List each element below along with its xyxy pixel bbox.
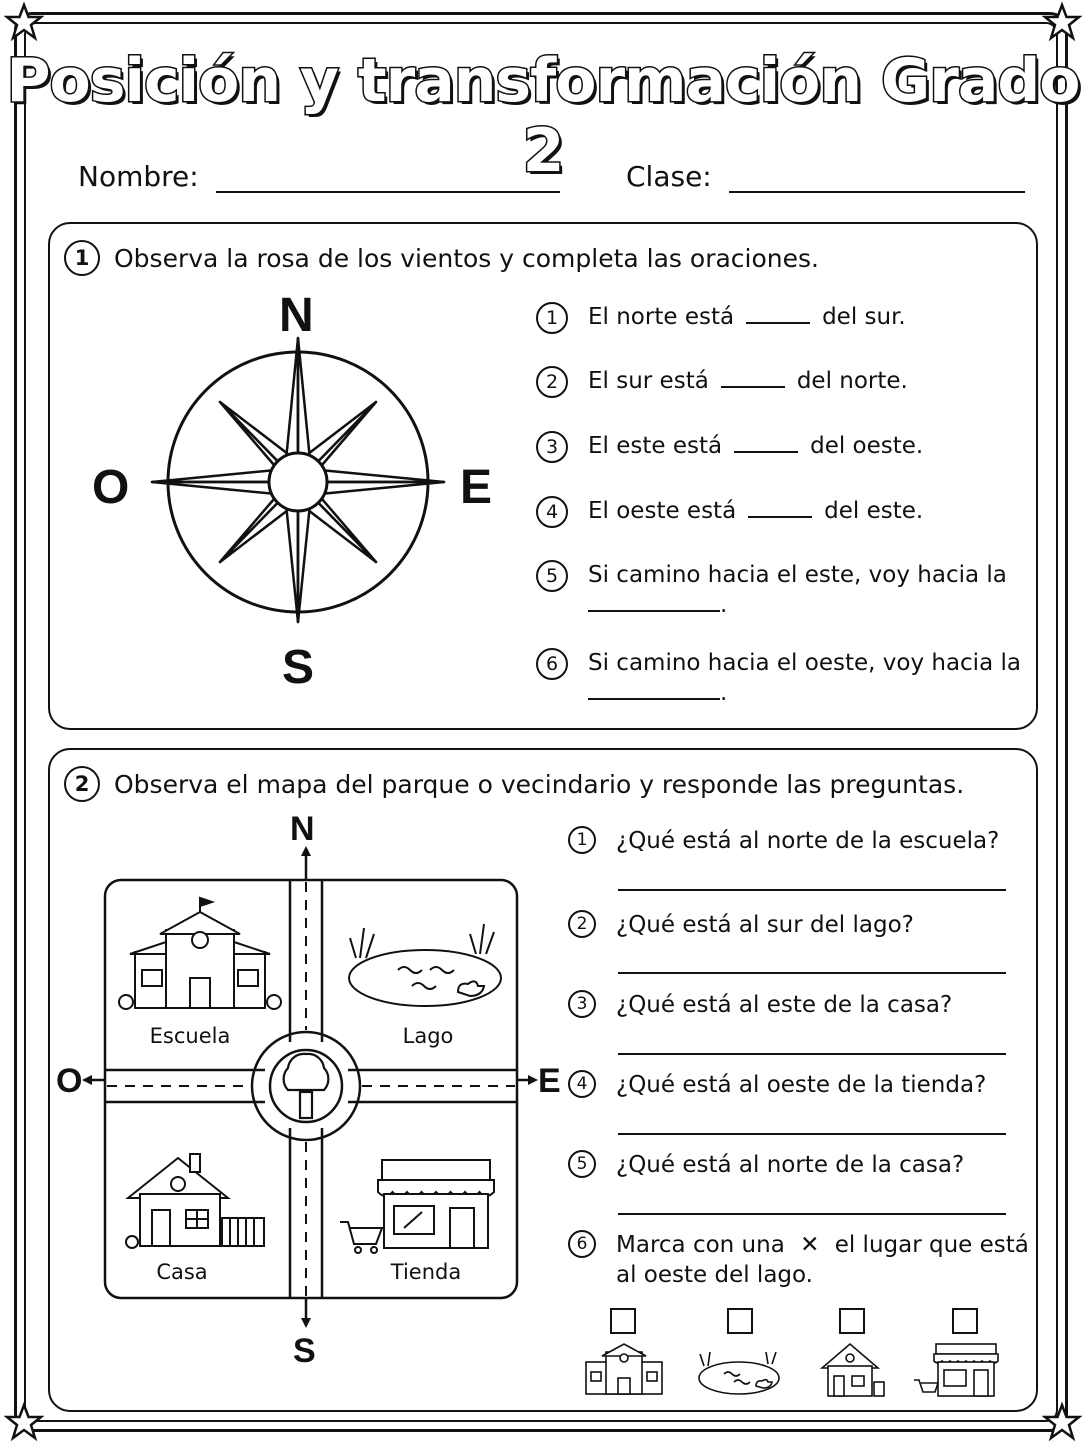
lake-icon (694, 1344, 784, 1400)
answer-blank[interactable] (588, 698, 720, 700)
question-number: 4 (568, 1070, 596, 1098)
section-1-item (536, 302, 906, 334)
map-question (568, 910, 914, 940)
answer-blank[interactable] (746, 322, 810, 324)
question-text: al oeste del lago. (616, 1262, 813, 1288)
section-1-item (536, 648, 1021, 708)
house-icon (818, 1340, 888, 1400)
compass-west-label: O (92, 461, 130, 514)
question-text: ¿Qué está al norte de la casa? (616, 1152, 965, 1178)
compass-east-label: E (460, 461, 493, 514)
map-question (568, 1230, 1029, 1290)
compass-rose-icon (140, 330, 460, 630)
section-1-item (536, 366, 908, 398)
option-checkbox-house[interactable] (839, 1308, 865, 1334)
store-icon (912, 1340, 1002, 1400)
answer-blank[interactable] (748, 516, 812, 518)
house-label: Casa (156, 1260, 208, 1284)
answer-blank[interactable] (734, 451, 798, 453)
item-text: El este está (588, 433, 723, 459)
school-label: Escuela (149, 1024, 231, 1048)
class-line[interactable] (729, 161, 1025, 193)
lake-icon (349, 924, 501, 1006)
item-text-end: del oeste. (810, 433, 924, 459)
question-number: 2 (568, 910, 596, 938)
item-text: El oeste está (588, 498, 737, 524)
section-number: 2 (64, 766, 100, 802)
item-number: 3 (536, 431, 568, 463)
item-text-end: del norte. (796, 368, 908, 394)
answer-line[interactable] (618, 972, 1006, 974)
item-number: 5 (536, 560, 568, 592)
item-text: El sur está (588, 368, 709, 394)
question-number: 5 (568, 1150, 596, 1178)
item-number: 6 (536, 648, 568, 680)
question-text: el lugar que está (834, 1232, 1029, 1258)
class-label: Clase: (626, 160, 712, 193)
answer-line[interactable] (618, 1133, 1006, 1135)
item-text-end: . (720, 592, 728, 618)
map-east-label: E (538, 1062, 561, 1100)
section-2-instruction: Observa el mapa del parque o vecindario y responde las preguntas. (114, 769, 965, 799)
answer-line[interactable] (618, 1213, 1006, 1215)
house-icon (126, 1154, 264, 1248)
section-2-heading (64, 766, 964, 802)
x-mark-icon: ✕ (800, 1232, 820, 1258)
option-checkbox-lake[interactable] (727, 1308, 753, 1334)
section-1-heading (64, 240, 819, 276)
answer-blank[interactable] (588, 610, 720, 612)
section-number: 1 (64, 240, 100, 276)
answer-line[interactable] (618, 1053, 1006, 1055)
name-line[interactable] (216, 161, 560, 193)
store-label: Tienda (390, 1260, 462, 1284)
compass-north-label: N (279, 289, 314, 342)
map-question (568, 1070, 986, 1100)
item-number: 1 (536, 302, 568, 334)
item-text-end: del sur. (822, 304, 906, 330)
school-icon (580, 1340, 670, 1400)
item-text-end: del este. (824, 498, 924, 524)
star-icon (4, 2, 44, 42)
page-title: Posición y transformación Grado 2 (6, 46, 1080, 186)
map-question (568, 990, 952, 1020)
map-north-label: N (290, 810, 315, 848)
question-text: Marca con una (616, 1232, 785, 1258)
item-text-end: . (720, 680, 728, 706)
lake-label: Lago (402, 1024, 454, 1048)
map-question (568, 826, 999, 856)
name-label: Nombre: (78, 160, 199, 193)
item-text: Si camino hacia el oeste, voy hacia la (588, 650, 1021, 676)
answer-line[interactable] (618, 889, 1006, 891)
question-text: ¿Qué está al norte de la escuela? (616, 828, 1000, 854)
section-1-item (536, 496, 923, 528)
question-text: ¿Qué está al sur del lago? (616, 912, 914, 938)
item-text: El norte está (588, 304, 735, 330)
compass-south-label: S (282, 641, 315, 694)
map-west-label: O (56, 1062, 83, 1100)
question-text: ¿Qué está al oeste de la tienda? (616, 1072, 987, 1098)
star-icon (1042, 2, 1082, 42)
question-number: 1 (568, 826, 596, 854)
option-checkbox-school[interactable] (610, 1308, 636, 1334)
class-field[interactable] (626, 160, 1025, 193)
answer-blank[interactable] (721, 386, 785, 388)
store-icon (340, 1160, 494, 1253)
map-south-label: S (293, 1332, 316, 1370)
school-icon (119, 898, 281, 1009)
star-icon (1042, 1402, 1082, 1442)
question-number: 3 (568, 990, 596, 1018)
item-number: 4 (536, 496, 568, 528)
question-text: ¿Qué está al este de la casa? (616, 992, 953, 1018)
section-1-item (536, 560, 1007, 620)
section-1-item (536, 431, 923, 463)
map-question (568, 1150, 964, 1180)
question-number: 6 (568, 1230, 596, 1258)
name-field[interactable] (78, 160, 560, 193)
option-checkbox-store[interactable] (952, 1308, 978, 1334)
star-icon (4, 1402, 44, 1442)
item-number: 2 (536, 366, 568, 398)
item-text: Si camino hacia el este, voy hacia la (588, 562, 1007, 588)
section-1-instruction: Observa la rosa de los vientos y completa las oraciones. (114, 243, 819, 273)
